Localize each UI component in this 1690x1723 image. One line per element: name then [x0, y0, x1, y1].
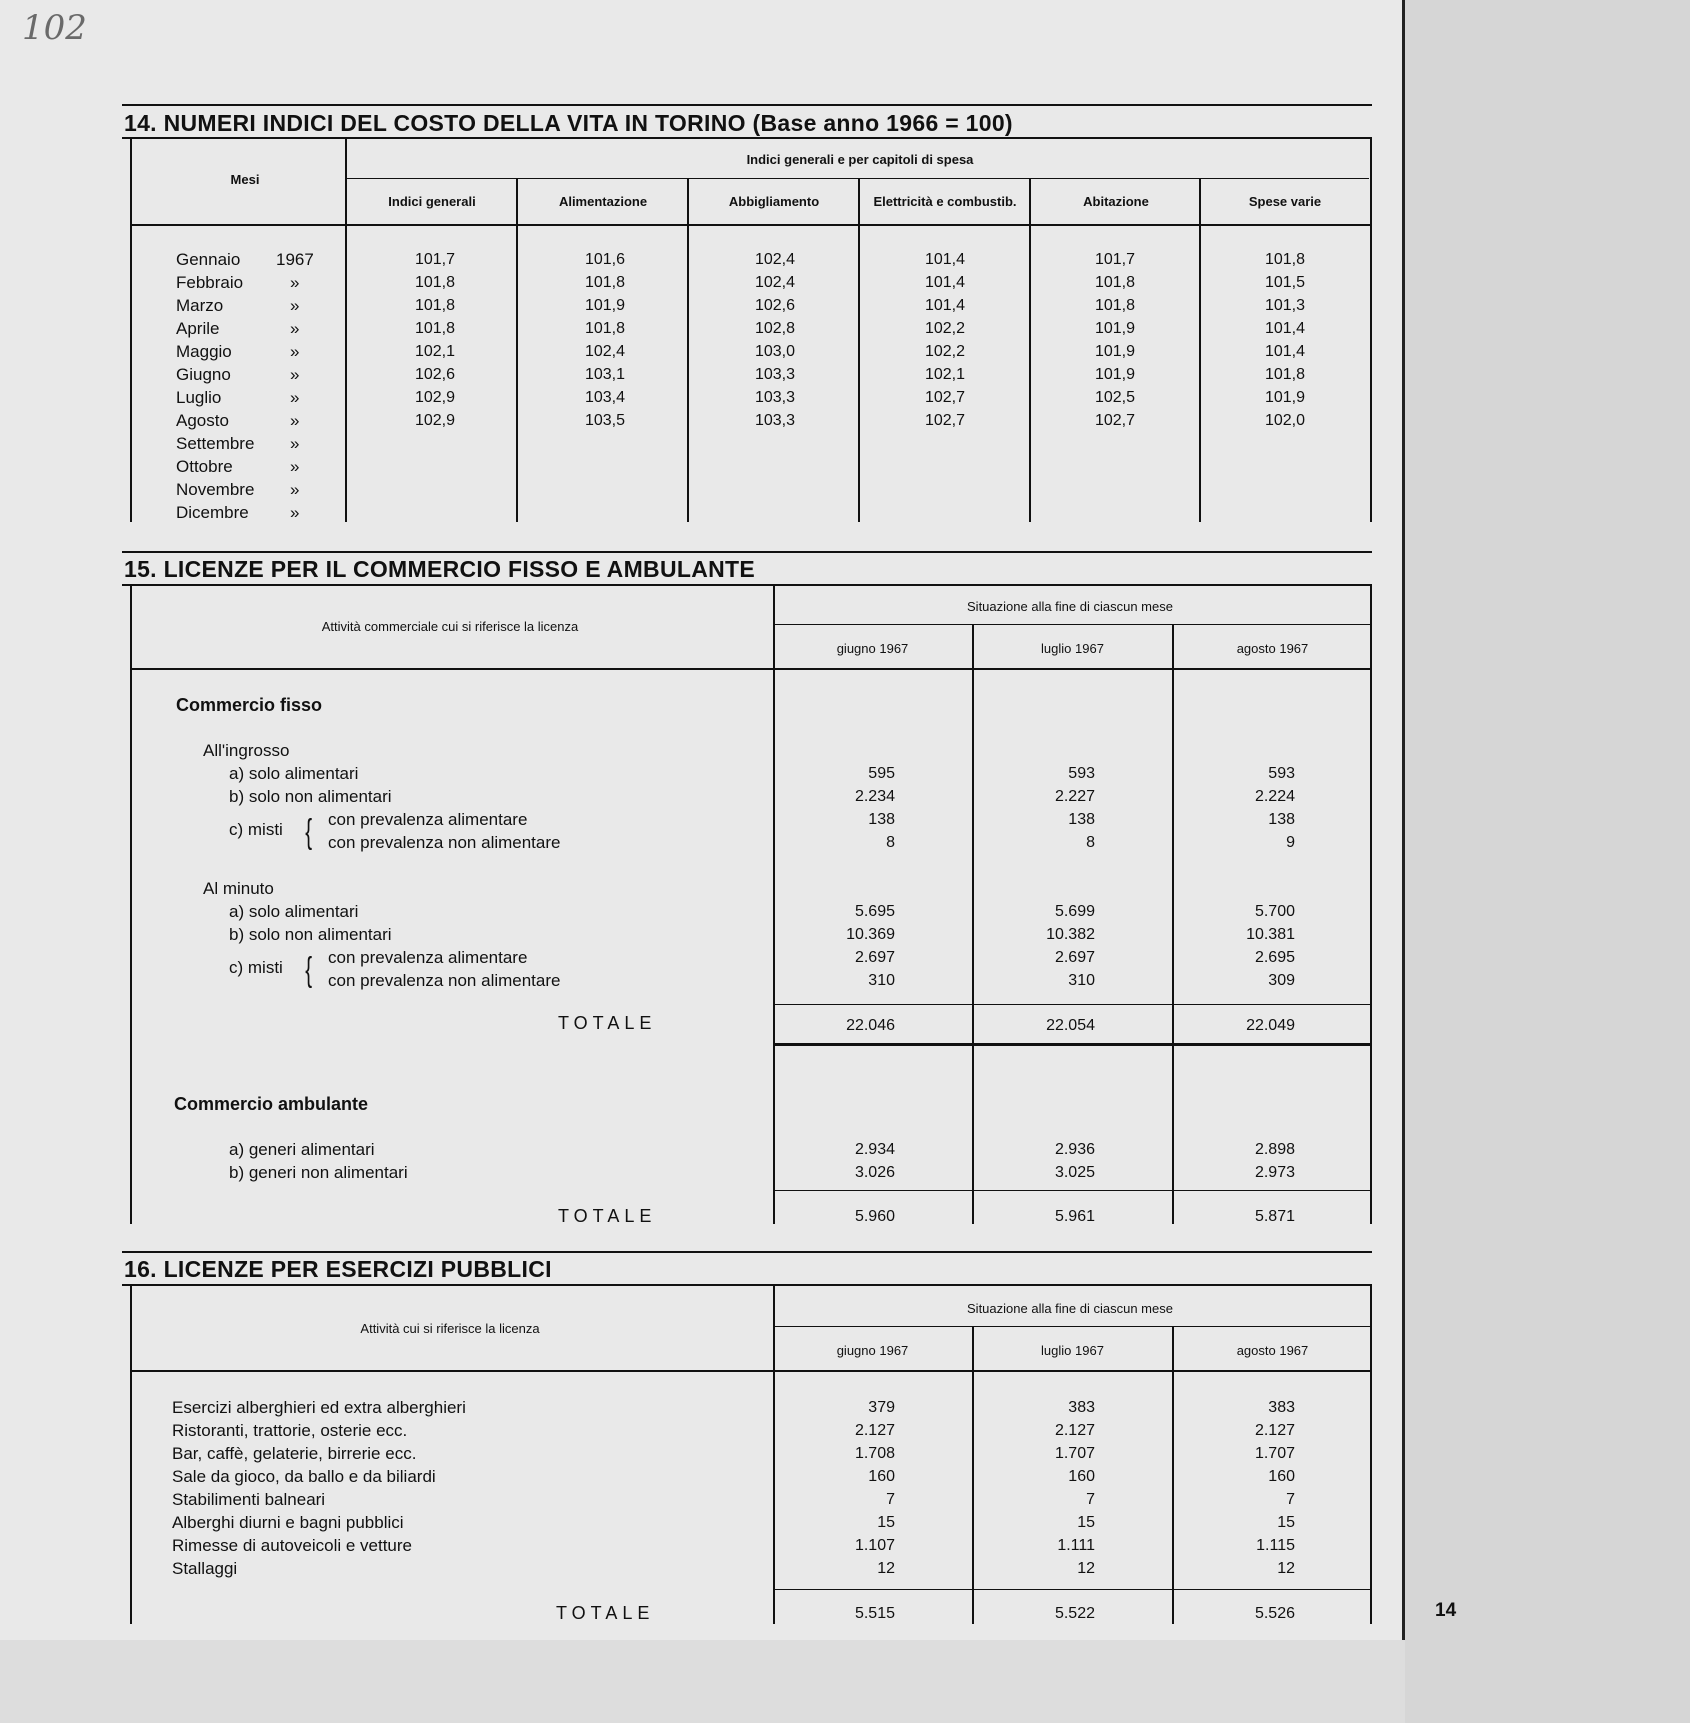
license-count: 5.700	[1254, 903, 1295, 920]
license-count: 379	[868, 1399, 895, 1416]
brace-glyph: {	[305, 951, 313, 989]
month-header-2: agosto 1967	[1236, 641, 1309, 656]
year-label: »	[290, 411, 300, 430]
month-header-0: giugno 1967	[836, 1343, 909, 1358]
index-value: 101,8	[584, 274, 625, 291]
license-count: 1.707	[1054, 1445, 1095, 1462]
index-value: 102,0	[1264, 412, 1305, 429]
index-value: 101,9	[1094, 366, 1135, 383]
totale-value: 5.526	[1254, 1605, 1295, 1622]
index-value: 102,2	[924, 320, 965, 337]
col-header-0: Indici generali	[388, 194, 476, 209]
license-count: 8	[1086, 834, 1095, 851]
col-header-5: Spese varie	[1248, 194, 1322, 209]
totale-label: TOTALE	[556, 1603, 655, 1623]
license-count: 2.695	[1254, 949, 1295, 966]
totale-ambulante-value: 5.961	[1054, 1208, 1095, 1225]
index-value: 101,8	[1094, 274, 1135, 291]
activity-label: Alberghi diurni e bagni pubblici	[172, 1513, 404, 1532]
month-header-0: giugno 1967	[836, 641, 909, 656]
license-count: 2.697	[854, 949, 895, 966]
license-count: 2.973	[1254, 1164, 1295, 1181]
index-value: 101,4	[924, 274, 965, 291]
year-label: »	[290, 503, 300, 522]
license-count: 383	[1268, 1399, 1295, 1416]
month-label: Aprile	[176, 319, 220, 338]
year-label: »	[290, 319, 300, 338]
month-label: Luglio	[176, 388, 222, 407]
adjacent-page-strip	[1405, 0, 1690, 1723]
col-mesi-header: Mesi	[230, 172, 260, 187]
col-header-4: Abitazione	[1083, 194, 1149, 209]
index-value: 101,6	[584, 251, 625, 268]
month-header-1: luglio 1967	[1041, 1343, 1104, 1358]
index-value: 102,5	[1094, 389, 1135, 406]
license-count: 160	[1268, 1468, 1295, 1485]
activity-label: con prevalenza alimentare	[328, 948, 528, 967]
license-count: 5.699	[1054, 903, 1095, 920]
misti-label: c) misti	[229, 820, 283, 839]
activity-label: Stabilimenti balneari	[172, 1490, 326, 1509]
index-value: 103,3	[754, 412, 795, 429]
index-value: 101,9	[1094, 320, 1135, 337]
index-value: 101,4	[1264, 343, 1305, 360]
license-count: 2.127	[1254, 1422, 1295, 1439]
col-header-2: Abbigliamento	[728, 194, 820, 209]
commercio-fisso-heading: Commercio fisso	[176, 695, 323, 715]
license-count: 593	[1268, 765, 1295, 782]
license-count: 138	[868, 811, 895, 828]
index-value: 102,4	[754, 274, 795, 291]
year-label: »	[290, 480, 300, 499]
license-count: 5.695	[854, 903, 895, 920]
totale-fisso-label: TOTALE	[558, 1013, 657, 1033]
license-count: 2.227	[1054, 788, 1095, 805]
activity-label: b) solo non alimentari	[229, 787, 392, 806]
activity-label: con prevalenza non alimentare	[328, 971, 561, 990]
handwritten-page-note: 102	[22, 8, 87, 48]
license-count: 2.127	[1054, 1422, 1095, 1439]
license-count: 1.111	[1057, 1537, 1095, 1554]
index-value: 101,8	[1094, 297, 1135, 314]
index-value: 103,5	[584, 412, 625, 429]
index-value: 103,3	[754, 366, 795, 383]
license-count: 15	[1077, 1514, 1095, 1531]
license-count: 138	[1068, 811, 1095, 828]
year-label: »	[290, 342, 300, 361]
year-label: »	[290, 388, 300, 407]
ingrosso-heading: All'ingrosso	[203, 741, 290, 760]
month-label: Novembre	[176, 480, 255, 499]
index-value: 101,4	[924, 251, 965, 268]
totale-ambulante-label: TOTALE	[558, 1206, 657, 1226]
col-label-header: Attività commerciale cui si riferisce la licenza	[321, 619, 579, 634]
month-header-2: agosto 1967	[1236, 1343, 1309, 1358]
license-count: 2.898	[1254, 1141, 1295, 1158]
page-number: 14	[1435, 1600, 1457, 1621]
activity-label: Rimesse di autoveicoli e vetture	[172, 1536, 413, 1555]
license-count: 12	[1077, 1560, 1095, 1577]
year-label: »	[290, 296, 300, 315]
group-header: Situazione alla fine di ciascun mese	[967, 1301, 1173, 1316]
license-count: 310	[868, 972, 895, 989]
activity-label: Sale da gioco, da ballo e da biliardi	[172, 1467, 436, 1486]
index-value: 101,8	[1264, 366, 1305, 383]
activity-label: Esercizi alberghieri ed extra alberghieri	[172, 1398, 466, 1417]
license-count: 15	[877, 1514, 895, 1531]
license-count: 15	[1277, 1514, 1295, 1531]
license-count: 138	[1268, 811, 1295, 828]
license-count: 7	[886, 1491, 895, 1508]
license-count: 1.708	[854, 1445, 895, 1462]
license-count: 12	[877, 1560, 895, 1577]
index-value: 101,8	[1264, 251, 1305, 268]
year-label: »	[290, 365, 300, 384]
activity-label: con prevalenza non alimentare	[328, 833, 561, 852]
month-label: Agosto	[176, 411, 229, 430]
table-14-title: 14. NUMERI INDICI DEL COSTO DELLA VITA IN TORINO (Base anno 1966 = 100)	[124, 110, 1013, 136]
license-count: 7	[1286, 1491, 1295, 1508]
month-label: Giugno	[176, 365, 231, 384]
totale-fisso-value: 22.054	[1046, 1017, 1095, 1034]
license-count: 3.026	[854, 1164, 895, 1181]
index-value: 102,1	[414, 343, 455, 360]
license-count: 309	[1268, 972, 1295, 989]
index-value: 101,8	[414, 297, 455, 314]
month-label: Dicembre	[176, 503, 249, 522]
minuto-heading: Al minuto	[203, 879, 274, 898]
index-value: 101,4	[924, 297, 965, 314]
year-label: 1967	[276, 250, 314, 269]
index-value: 102,7	[1094, 412, 1135, 429]
totale-fisso-value: 22.046	[846, 1017, 895, 1034]
year-label: »	[290, 273, 300, 292]
totale-value: 5.522	[1054, 1605, 1095, 1622]
index-value: 103,0	[754, 343, 795, 360]
index-value: 101,8	[584, 320, 625, 337]
activity-label: a) solo alimentari	[229, 902, 359, 921]
year-label: »	[290, 457, 300, 476]
index-value: 102,9	[414, 412, 455, 429]
brace-glyph: {	[305, 813, 313, 851]
license-count: 160	[1068, 1468, 1095, 1485]
index-value: 103,3	[754, 389, 795, 406]
index-value: 102,8	[754, 320, 795, 337]
license-count: 10.381	[1246, 926, 1295, 943]
table-15-title: 15. LICENZE PER IL COMMERCIO FISSO E AMBULANTE	[124, 556, 756, 582]
license-count: 383	[1068, 1399, 1095, 1416]
license-count: 595	[868, 765, 895, 782]
totale-ambulante-value: 5.871	[1254, 1208, 1295, 1225]
col-header-1: Alimentazione	[558, 194, 648, 209]
activity-label: con prevalenza alimentare	[328, 810, 528, 829]
license-count: 12	[1277, 1560, 1295, 1577]
index-value: 101,7	[414, 251, 455, 268]
group-header: Situazione alla fine di ciascun mese	[967, 599, 1173, 614]
license-count: 8	[886, 834, 895, 851]
license-count: 1.107	[854, 1537, 895, 1554]
activity-label: a) generi alimentari	[229, 1140, 375, 1159]
index-value: 101,9	[1264, 389, 1305, 406]
index-value: 101,4	[1264, 320, 1305, 337]
index-value: 102,1	[924, 366, 965, 383]
col-label-header: Attività cui si riferisce la licenza	[360, 1321, 540, 1336]
totale-fisso-value: 22.049	[1246, 1017, 1295, 1034]
misti-label: c) misti	[229, 958, 283, 977]
license-count: 1.115	[1256, 1537, 1295, 1554]
index-value: 101,8	[414, 274, 455, 291]
index-value: 101,5	[1264, 274, 1305, 291]
totale-ambulante-value: 5.960	[854, 1208, 895, 1225]
license-count: 3.025	[1054, 1164, 1095, 1181]
month-label: Febbraio	[176, 273, 244, 292]
index-value: 102,7	[924, 412, 965, 429]
activity-label: Bar, caffè, gelaterie, birrerie ecc.	[172, 1444, 417, 1463]
index-value: 101,9	[1094, 343, 1135, 360]
license-count: 2.234	[854, 788, 895, 805]
index-value: 103,1	[584, 366, 625, 383]
license-count: 10.369	[846, 926, 895, 943]
license-count: 593	[1068, 765, 1095, 782]
license-count: 2.127	[854, 1422, 895, 1439]
license-count: 10.382	[1046, 926, 1095, 943]
month-label: Marzo	[176, 296, 224, 315]
activity-label: b) generi non alimentari	[229, 1163, 408, 1182]
month-label: Maggio	[176, 342, 232, 361]
year-label: »	[290, 434, 300, 453]
index-value: 102,6	[414, 366, 455, 383]
index-value: 101,3	[1264, 297, 1305, 314]
table-16-title: 16. LICENZE PER ESERCIZI PUBBLICI	[124, 1256, 552, 1282]
month-label: Gennaio	[176, 250, 241, 269]
group-header: Indici generali e per capitoli di spesa	[746, 152, 974, 167]
license-count: 160	[868, 1468, 895, 1485]
col-header-3: Elettricità e combustib.	[873, 194, 1017, 209]
index-value: 103,4	[584, 389, 625, 406]
license-count: 2.697	[1054, 949, 1095, 966]
index-value: 102,9	[414, 389, 455, 406]
license-count: 310	[1068, 972, 1095, 989]
index-value: 101,7	[1094, 251, 1135, 268]
license-count: 2.224	[1254, 788, 1295, 805]
activity-label: Ristoranti, trattorie, osterie ecc.	[172, 1421, 408, 1440]
activity-label: Stallaggi	[172, 1559, 238, 1578]
index-value: 101,8	[414, 320, 455, 337]
totale-value: 5.515	[854, 1605, 895, 1622]
page-bottom-margin	[0, 1640, 1405, 1723]
index-value: 102,7	[924, 389, 965, 406]
commercio-ambulante-heading: Commercio ambulante	[174, 1094, 369, 1114]
license-count: 1.707	[1254, 1445, 1295, 1462]
activity-label: a) solo alimentari	[229, 764, 359, 783]
index-value: 102,6	[754, 297, 795, 314]
license-count: 7	[1086, 1491, 1095, 1508]
month-label: Settembre	[176, 434, 255, 453]
index-value: 102,4	[754, 251, 795, 268]
index-value: 102,4	[584, 343, 625, 360]
license-count: 2.934	[854, 1141, 895, 1158]
license-count: 9	[1286, 834, 1295, 851]
activity-label: b) solo non alimentari	[229, 925, 392, 944]
month-header-1: luglio 1967	[1041, 641, 1104, 656]
month-label: Ottobre	[176, 457, 233, 476]
index-value: 102,2	[924, 343, 965, 360]
license-count: 2.936	[1054, 1141, 1095, 1158]
index-value: 101,9	[584, 297, 625, 314]
page-fold-line	[1402, 0, 1405, 1723]
